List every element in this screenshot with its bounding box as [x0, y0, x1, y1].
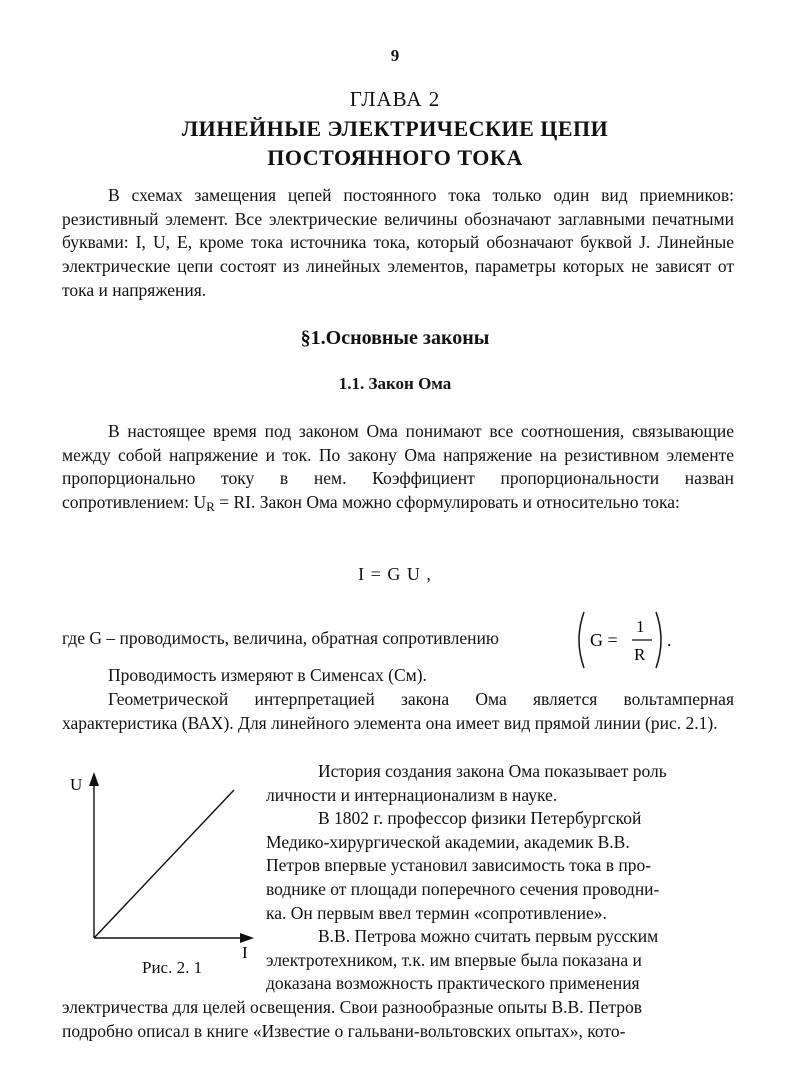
siemens-paragraph: Проводимость измеряют в Сименсах (См). — [108, 665, 427, 685]
ohm-text-after: . Закон Ома можно сформулировать и относительно тока: — [250, 492, 680, 513]
history-line: электротехником, т.к. им впервые была показана и — [266, 949, 642, 970]
ohm-current-formula: I = G U , — [358, 564, 432, 584]
history-line: История создания закона Ома показывает роль — [318, 761, 667, 781]
ohm-law-paragraph — [62, 420, 734, 519]
fraction-denominator: R — [634, 645, 646, 664]
left-paren-icon — [579, 612, 584, 668]
chapter-title — [0, 114, 790, 172]
history-line: электричества для целей освещения. Свои разнообразные опыты В.В. Петров — [62, 997, 642, 1017]
y-axis-label: U — [70, 775, 83, 794]
figure-2-1 — [62, 768, 262, 988]
section-title: §1.Основные законы — [300, 327, 490, 349]
vah-line — [94, 790, 234, 938]
ohm-formula-eq: = RI — [214, 492, 251, 513]
conductance-text: где G – проводимость, величина, обратная сопротивлению — [62, 628, 499, 648]
history-line: подробно описал в книге «Известие о гальвани-вольтовских опытах», кото- — [62, 1020, 626, 1041]
history-line: В.В. Петрова можно считать первым русским — [318, 926, 659, 947]
x-axis-arrow-icon — [240, 933, 254, 943]
vah-paragraph: Геометрической интерпретацией закона Ома является вольтамперная характеристика (ВАХ). Для линейного элемента она имеет вид прямой линии (рис. 2.1). — [62, 689, 734, 733]
figure-caption: Рис. 2. 1 — [142, 958, 203, 977]
history-line: личности и интернационализм в науке. — [266, 784, 558, 805]
history-line: Петров впервые установил зависимость тока в про- — [266, 855, 652, 876]
ohm-formula-u: U — [193, 492, 207, 513]
fraction-period: . — [667, 630, 672, 650]
y-axis-arrow-icon — [89, 772, 99, 786]
history-line: В 1802 г. профессор физики Петербургской — [318, 808, 642, 829]
subsection-title: 1.1. Закон Ома — [338, 374, 452, 393]
conductance-fraction — [572, 608, 722, 672]
history-paragraph — [266, 760, 734, 996]
ohm-text-before: В настоящее время под законом Ома понимают все соотношения, связывающие между собой напряжение и ток. По закону Ома напряжение на резистивном элементе пропорционально току в нем. Коэффициент пропорциональности назван сопротивлением: — [62, 421, 734, 513]
history-line: воднике от площади поперечного сечения проводни- — [266, 878, 660, 899]
right-paren-icon — [656, 612, 661, 668]
history-line: доказана возможность практического применения — [266, 973, 640, 994]
chapter-title-line-2: ПОСТОЯННОГО ТОКА — [267, 145, 523, 170]
history-line: Медико-хирургической академии, академик В.В. — [266, 831, 630, 852]
chapter-title-line-1: ЛИНЕЙНЫЕ ЭЛЕКТРИЧЕСКИЕ ЦЕПИ — [181, 116, 609, 141]
ohm-formula-subscript: R — [206, 499, 215, 515]
page-number: 9 — [390, 46, 400, 65]
intro-paragraph: В схемах замещения цепей постоянного тока только один вид приемников: резистивный элемент. Все электрические величины обозначают заглавными печатными буквами: I, U, E, кроме тока источника тока, который обозначают буквой J. Линейные электрические цепи состоят из линейных элементов, параметры которых не зависят от тока и напряжения. — [62, 185, 734, 300]
history-paragraph-continued — [62, 996, 734, 1043]
fraction-lhs: G = — [590, 630, 618, 650]
chapter-heading: ГЛАВА 2 — [349, 87, 441, 111]
fraction-numerator: 1 — [636, 617, 645, 636]
x-axis-label: I — [242, 943, 248, 962]
history-line: ка. Он первым ввел термин «сопротивление». — [266, 902, 607, 923]
